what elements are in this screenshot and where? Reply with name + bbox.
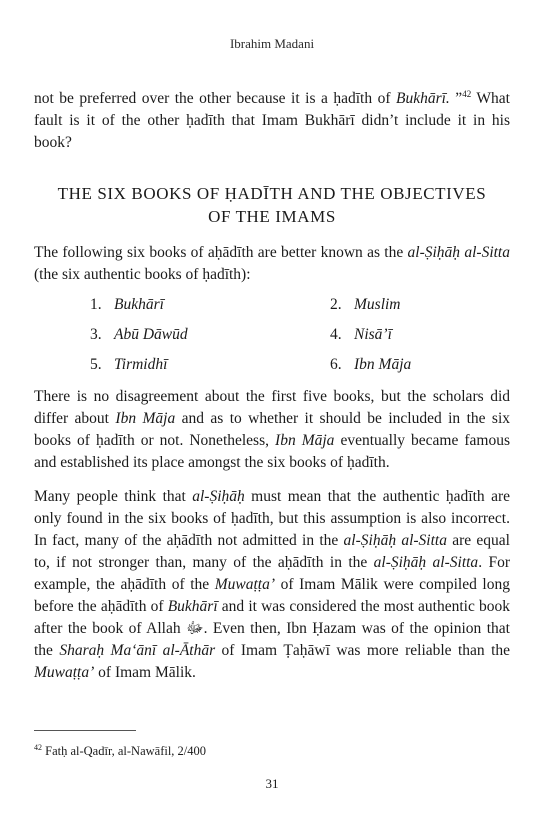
six-books-list [90,294,510,376]
footnote-divider [34,730,136,731]
italic-term: al-Ṣiḥāḥ al-Sitta [407,244,510,261]
book-name: Ibn Māja [354,356,412,373]
page-number: 31 [265,776,279,791]
paragraph-text: are equal to, if not stronger than, many of the aḥādīth in the [34,532,510,571]
italic-term: Muwaṭṭa’ [214,576,276,593]
paragraph-text: of Imam Mālik. [94,664,196,681]
paragraph-text: . For example, the aḥādīth of the [34,554,510,593]
closing-quote: ” [449,90,463,107]
paragraph-text: There is no disagreement about the first five books, but the scholars did differ about [34,388,510,427]
italic-term: Muwaṭṭa’ [34,664,95,681]
list-number: 5. [90,356,102,373]
paragraph-text: of Imam Mālik were compiled long before the aḥādīth of [34,576,510,615]
paragraph-text: not be preferred over the other because it is a ḥadīth of [34,90,396,107]
paragraph-text: (the six authentic books of ḥadīth): [34,266,251,283]
list-number: 1. [90,296,102,313]
paragraph-text: and it was considered the most authentic book after the book of Allah ﷻ. Even then, Ibn Ḥazam was of the opinion that the [34,598,510,659]
book-name: Muslim [354,296,401,313]
section-heading-line: THE SIX BOOKS OF ḤADĪTH AND THE OBJECTIVES [57,184,487,203]
book-name: Tirmidhī [114,356,168,373]
paragraph-text: Many people think that [34,488,193,505]
list-item [330,354,530,376]
footnote-reference: 42 [462,88,472,99]
italic-term: al-Ṣiḥāḥ [192,488,245,505]
paragraph-text: What fault is it of the other ḥadīth that Imam Bukhārī didn’t include it in his book? [34,90,510,151]
italic-term: al-Ṣiḥāḥ al-Sitta [343,532,447,549]
running-header: Ibrahim Madani [229,36,315,51]
italic-term: al-Ṣiḥāḥ al-Sitta [373,554,479,571]
footnote-text: Fatḥ al-Qadīr, al-Nawāfil, 2/400 [42,744,207,758]
list-item [330,324,530,346]
list-item [330,294,530,316]
italic-term: Bukhārī [167,598,218,615]
book-name: Abū Dāwūd [114,326,188,343]
italic-term: Ibn Māja [115,410,176,427]
italic-term: Sharaḥ Ma‘ānī al-Āthār [59,642,216,659]
list-number: 6. [330,356,342,373]
page-body [34,88,510,684]
paragraph-sihah [34,486,510,684]
list-item [90,324,330,346]
book-name: Nisā’ī [354,326,392,343]
footnote-number: 42 [34,742,42,752]
list-item [90,294,330,316]
footnote [34,744,206,759]
intro-paragraph [34,242,510,286]
paragraph-text: must mean that the authentic ḥadīth are only found in the six books of ḥadīth, but this assumption is also incorrect. In fact, many of the aḥādīth not admitted in the [34,488,510,549]
list-item [90,354,330,376]
paragraph-text: of Imam Ṭaḥāwī was more reliable than the [215,642,511,659]
paragraph-ibn-maja [34,386,510,474]
section-heading-line: OF THE IMAMS [208,207,336,226]
section-heading [34,182,510,228]
book-name: Bukhārī [114,296,164,313]
list-number: 2. [330,296,342,313]
paragraph-text: and as to whether it should be included in the six books of ḥadīth or not. Nonetheless, [34,410,510,449]
list-number: 3. [90,326,102,343]
italic-term: Ibn Māja [275,432,335,449]
paragraph-text: The following six books of aḥādīth are better known as the [34,244,408,261]
list-number: 4. [330,326,342,343]
paragraph-text: eventually became famous and established its place amongst the six books of ḥadīth. [34,432,511,471]
italic-term: Bukhārī. [396,90,450,107]
paragraph-continuation [34,88,510,154]
